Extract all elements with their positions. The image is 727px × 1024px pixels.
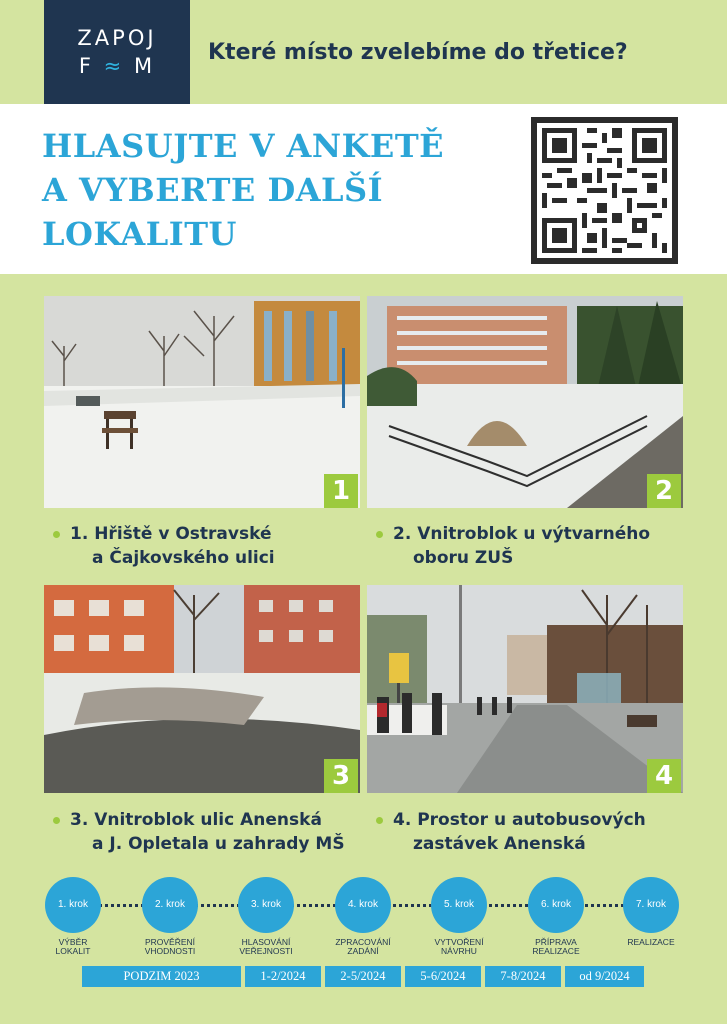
location-number-badge-3: 3 [324, 759, 358, 793]
timeline-step-1: 1. krok [45, 877, 101, 933]
location-caption-1 [70, 522, 275, 570]
timeline-period-3: 2-5/2024 [325, 966, 401, 987]
bullet-icon [376, 531, 383, 538]
timeline-period-5: 7-8/2024 [485, 966, 561, 987]
timeline-step-2: 2. krok [142, 877, 198, 933]
timeline-step-3-caption: HLASOVÁNÍ VEŘEJNOSTI [239, 937, 293, 956]
timeline-step-6: 6. krok [528, 877, 584, 933]
location-number-badge-4: 4 [647, 759, 681, 793]
qr-code-pattern [537, 123, 672, 258]
timeline-step-7-caption: REALIZACE [627, 937, 675, 947]
bullet-icon [53, 531, 60, 538]
location-caption-4 [393, 808, 646, 856]
timeline-period-4: 5-6/2024 [405, 966, 481, 987]
location-caption-3-line-2: a J. Opletala u zahrady MŠ [92, 834, 345, 854]
location-photo-2 [367, 296, 683, 508]
location-caption-1-line-1: 1. Hřiště v Ostravské [70, 524, 272, 544]
timeline-step-3: 3. krok [238, 877, 294, 933]
location-caption-4-line-1: 4. Prostor u autobusových [393, 810, 646, 830]
wave-icon: ≈ [103, 54, 125, 78]
location-caption-4-line-2: zastávek Anenská [413, 834, 586, 854]
timeline-period-2: 1-2/2024 [245, 966, 321, 987]
bullet-icon [376, 817, 383, 824]
timeline-step-7: 7. krok [623, 877, 679, 933]
timeline-step-5: 5. krok [431, 877, 487, 933]
location-caption-2-line-1: 2. Vnitroblok u výtvarného [393, 524, 651, 544]
headline [42, 124, 502, 256]
location-caption-3 [70, 808, 345, 856]
timeline-period-6: od 9/2024 [565, 966, 644, 987]
headline-line-3: LOKALITU [42, 215, 237, 253]
location-caption-3-line-1: 3. Vnitroblok ulic Anenská [70, 810, 322, 830]
bullet-icon [53, 817, 60, 824]
timeline-step-4: 4. krok [335, 877, 391, 933]
qr-code[interactable] [531, 117, 678, 264]
location-number-badge-2: 2 [647, 474, 681, 508]
logo-text-top: ZAPOJ [77, 26, 157, 50]
page-subtitle: Které místo zvelebíme do třetice? [208, 40, 628, 65]
timeline-step-5-caption: VYTVOŘENÍ NÁVRHU [434, 937, 484, 956]
location-photo-3 [44, 585, 360, 793]
timeline-step-6-caption: PŘÍPRAVA REALIZACE [532, 937, 580, 956]
timeline-step-1-caption: VÝBĚR LOKALIT [55, 937, 91, 956]
timeline-period-1: PODZIM 2023 [82, 966, 241, 987]
location-caption-2 [393, 522, 650, 570]
zapoj-fm-logo [44, 0, 190, 104]
location-photo-1 [44, 296, 360, 508]
location-number-badge-1: 1 [324, 474, 358, 508]
headline-line-2: A VYBERTE DALŠÍ [42, 171, 384, 209]
logo-text-bottom: F ≈ M [78, 54, 156, 78]
location-photo-4 [367, 585, 683, 793]
timeline-step-4-caption: ZPRACOVÁNÍ ZADÁNÍ [335, 937, 391, 956]
headline-line-1: HLASUJTE V ANKETĚ [42, 127, 445, 165]
location-caption-2-line-2: oboru ZUŠ [413, 548, 514, 568]
timeline-step-2-caption: PROVĚŘENÍ VHODNOSTI [144, 937, 196, 956]
location-caption-1-line-2: a Čajkovského ulici [92, 548, 275, 568]
